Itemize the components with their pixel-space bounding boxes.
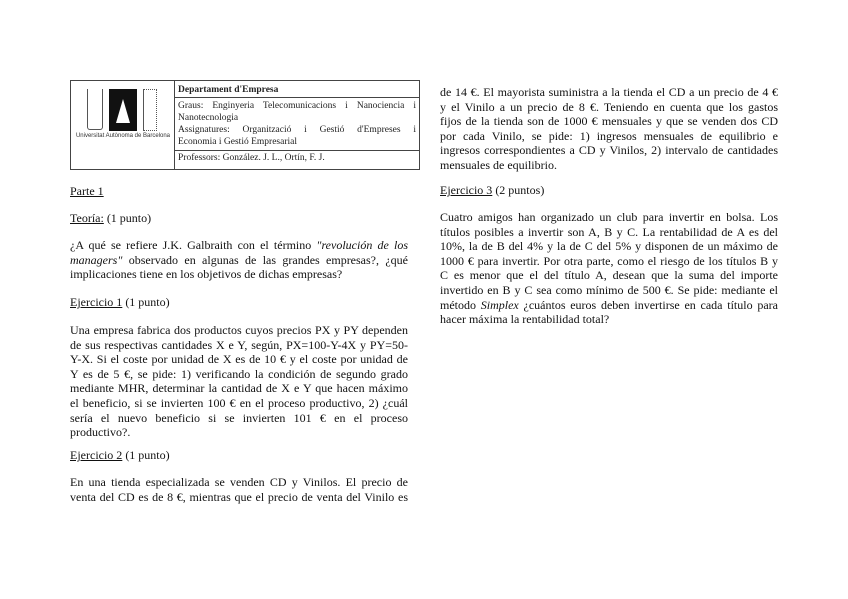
graus-line: Graus: Enginyeria Telecomunicacions i Nanociencia i xyxy=(178,101,416,111)
text-line: C es menor que el del título A, desean que la suma del importe xyxy=(440,268,778,283)
text-line: método Simplex ¿cuántos euros deben invertirse en cada título para xyxy=(440,297,778,312)
parte-title: Parte 1 xyxy=(70,184,104,198)
ejercicio2-heading xyxy=(70,448,170,462)
header-info xyxy=(175,81,419,169)
text-line: invertido en B y C sea como mínimo de 500 €. Se pide: mediante el xyxy=(440,282,778,297)
professors: Professors: González. J. L., Ortín, F. J. xyxy=(178,153,325,163)
department: Departament d'Empresa xyxy=(178,85,279,95)
ejercicio2-title: Ejercicio 2 xyxy=(70,448,123,462)
teoria-heading xyxy=(70,211,151,225)
ejercicio3-heading xyxy=(440,183,544,197)
ejercicio1-text xyxy=(70,323,408,440)
text-line: y el Vinilo a un precio de 8 €. Teniendo en cuenta que los gastos xyxy=(440,99,778,114)
text-line: implicaciones tiene en los objetivos de dichas empresas? xyxy=(70,267,343,282)
ejercicio1-points: (1 punto) xyxy=(122,295,170,309)
text-line: ingresos correspondientes a CD y Vinilos, 2) intervalo de cantidades xyxy=(440,143,778,158)
text-line: 1000 € para invertir. Por otra parte, como el riesgo de los títulos B y xyxy=(440,253,778,268)
logo-caption: Universitat Autònoma de Barcelona xyxy=(75,133,171,139)
text-line: Y es de 5 €, se pide: 1) verificando la condición de segundo grado xyxy=(70,366,408,381)
text-line: ¿A qué se refiere J.K. Galbraith con el término "revolución de los xyxy=(70,238,408,252)
graus-line: Nanotecnologia xyxy=(178,113,239,123)
assignatures-line: Economia i Gestió Empresarial xyxy=(178,137,297,147)
text-line: sería el nuevo beneficio si se invierten 101 € en el proceso xyxy=(70,410,408,425)
text-line: mediante MHR, determinar la cantidad de X e Y que hacen máximo xyxy=(70,381,408,396)
text-line: venta del CD es de 8 €, mientras que el precio de venta del Vinilo es xyxy=(70,489,408,504)
ejercicio1-title: Ejercicio 1 xyxy=(70,295,123,309)
graus-assignatures xyxy=(178,100,416,148)
uab-logo xyxy=(87,89,157,137)
text-line: Cuatro amigos han organizado un club para invertir en bolsa. Los xyxy=(440,210,778,224)
text-line: el beneficio, si se invierten 100 € en el proceso productivo, 2) ¿cuál xyxy=(70,395,408,410)
text-line: fijos de la tienda son de 1000 € mensuales y que se venden dos CD xyxy=(440,114,778,129)
text-line: Una empresa fabrica dos productos cuyos precios PX y PY dependen xyxy=(70,323,408,337)
parte-heading xyxy=(70,184,104,198)
text-line: de 14 €. El mayorista suministra a la tienda el CD a un precio de 4 € xyxy=(440,85,778,99)
header-table xyxy=(70,80,420,170)
ejercicio3-text xyxy=(440,210,778,327)
text-line: mensuales de equilibrio. xyxy=(440,157,557,172)
ejercicio2-text-right xyxy=(440,85,778,173)
logo-cell xyxy=(71,81,175,169)
ejercicio1-heading xyxy=(70,295,170,309)
text-line: títulos posibles a invertir son A, B y C. La rentabilidad de A es del xyxy=(440,224,778,239)
text-line: Y-X. Si el coste por unidad de X es de 10 € y el coste por unidad de xyxy=(70,352,408,367)
text-line: de sus respectivas cantidades X e Y, según, PX=100-Y-4X y PY=50- xyxy=(70,337,408,352)
teoria-points: (1 punto) xyxy=(103,211,152,225)
text-line: por cada Vinilo, se pide: 1) ingresos mensuales de equilibrio e xyxy=(440,128,778,143)
teoria-text xyxy=(70,238,408,282)
text-line: productivo?. xyxy=(70,425,131,440)
text-line: 10%, la de B del 4% y la de C del 5% y disponen de un máximo de xyxy=(440,239,778,254)
text-line: managers" observado en algunas de las grandes empresas?, ¿qué xyxy=(70,252,408,267)
ejercicio3-points: (2 puntos) xyxy=(492,183,545,197)
assignatures-line: Assignatures: Organització i Gestió d'Empreses i xyxy=(178,125,416,135)
ejercicio2-text-left xyxy=(70,475,408,504)
text-line: hacer máxima la rentabilidad total? xyxy=(440,312,610,327)
ejercicio3-title: Ejercicio 3 xyxy=(440,183,493,197)
text-line: En una tienda especializada se venden CD y Vinilos. El precio de xyxy=(70,475,408,489)
ejercicio2-points: (1 punto) xyxy=(122,448,170,462)
teoria-title: Teoría: xyxy=(70,211,104,225)
